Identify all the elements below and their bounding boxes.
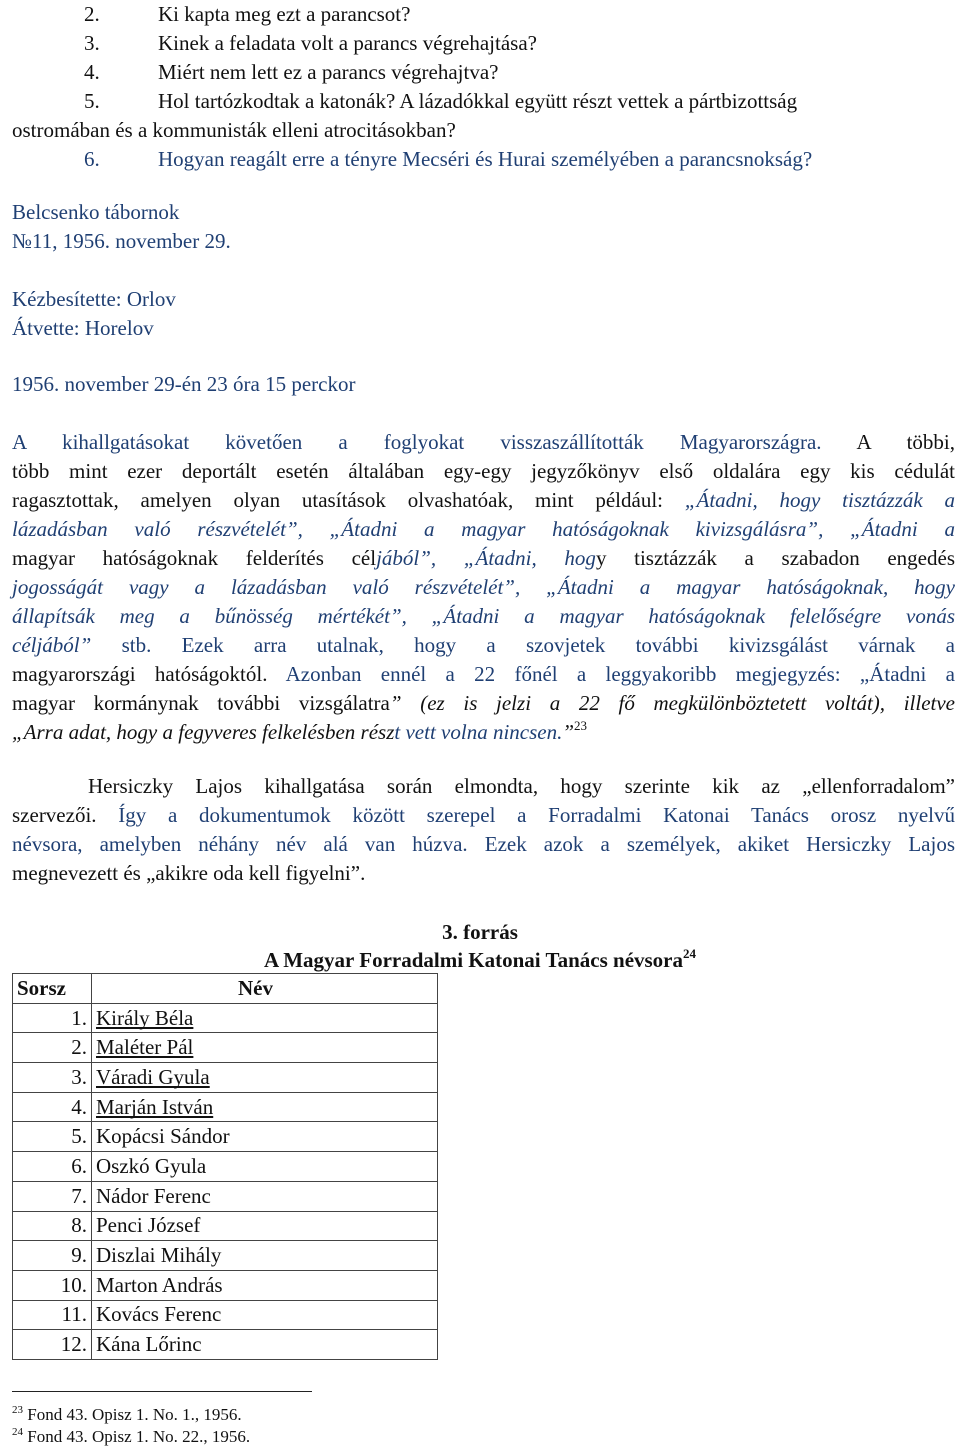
paragraph-2-line-4: megnevezett és „akikre oda kell figyelni”. bbox=[12, 861, 366, 885]
table-row bbox=[13, 1033, 438, 1063]
row-name bbox=[92, 1211, 438, 1241]
table-row bbox=[13, 1181, 438, 1211]
question-5-continuation: ostromában és a kommunisták elleni atrocitásokban? bbox=[12, 118, 456, 142]
row-name bbox=[92, 1330, 438, 1360]
paragraph-1-line-1: A kihallgatásokat követően a foglyokat visszaszállították Magyarországra. A többi, bbox=[12, 430, 956, 454]
footnote-ref-23[interactable]: 23 bbox=[574, 718, 588, 733]
member-name: Váradi Gyula bbox=[96, 1064, 210, 1089]
paragraph-1-line-5: magyar hatóságoknak felderítés céljából”, „Átadni, hogy tisztázzák a szabadon engedés bbox=[12, 546, 955, 570]
question-text: Miért nem lett ez a parancs végrehajtva? bbox=[158, 60, 499, 84]
row-number: 7. bbox=[13, 1181, 92, 1211]
paragraph-2-line-3: névsora, amelyben néhány név alá van húzva. Ezek azok a személyek, akiket Hersiczky Lajos bbox=[12, 832, 955, 856]
row-name bbox=[92, 1003, 438, 1033]
table-row bbox=[13, 1330, 438, 1360]
row-name bbox=[92, 1241, 438, 1271]
question-number: 6. bbox=[84, 147, 100, 171]
question-number: 3. bbox=[84, 31, 100, 55]
table-header-row bbox=[13, 974, 438, 1004]
question-number: 4. bbox=[84, 60, 100, 84]
table-row bbox=[13, 1092, 438, 1122]
footnote-23: $^{23}$ Fond 43. Opisz 1. No. 1., 1956. bbox=[12, 1404, 242, 1424]
question-2 bbox=[12, 0, 410, 29]
paragraph-1-line-10: magyar kormánynak további vizsgálatra” (ez is jelzi a 22 fő megkülönböztetett voltát), illetve bbox=[12, 691, 955, 715]
paragraph-2-line-1: Hersiczky Lajos kihallgatása során elmondta, hogy szerinte kik az „ellenforradalom” bbox=[88, 774, 955, 798]
row-name bbox=[92, 1181, 438, 1211]
timestamp: 1956. november 29-én 23 óra 15 perckor bbox=[12, 372, 356, 396]
row-number: 11. bbox=[13, 1300, 92, 1330]
member-name: Kopácsi Sándor bbox=[96, 1124, 230, 1149]
member-name: Marton András bbox=[96, 1272, 223, 1297]
row-number: 8. bbox=[13, 1211, 92, 1241]
question-text: Hogyan reagált erre a tényre Mecséri és Hurai személyében a parancsnokság? bbox=[158, 147, 813, 171]
row-name bbox=[92, 1033, 438, 1063]
source-label: 3. forrás bbox=[442, 920, 518, 944]
member-name: Oszkó Gyula bbox=[96, 1153, 207, 1178]
row-number: 5. bbox=[13, 1122, 92, 1152]
question-4 bbox=[12, 58, 499, 87]
row-number: 3. bbox=[13, 1063, 92, 1093]
row-name bbox=[92, 1152, 438, 1182]
row-name bbox=[92, 1270, 438, 1300]
table-row bbox=[13, 1003, 438, 1033]
paragraph-1-line-7: állapítsák meg a bűnösség mértékét”, „Átadni a magyar hatóságoknak felelőségre vonás bbox=[12, 604, 955, 628]
footnote-ref-24[interactable]: 24 bbox=[683, 946, 697, 961]
row-name bbox=[92, 1092, 438, 1122]
footnote-24: $^{24}$ Fond 43. Opisz 1. No. 22., 1956. bbox=[12, 1426, 251, 1446]
table-row bbox=[13, 1211, 438, 1241]
names-table bbox=[12, 973, 438, 1360]
member-name: Marján István bbox=[96, 1094, 214, 1119]
question-text: Ki kapta meg ezt a parancsot? bbox=[158, 2, 411, 26]
table-row bbox=[13, 1241, 438, 1271]
table-row bbox=[13, 1300, 438, 1330]
column-header-nev: Név bbox=[92, 974, 438, 1004]
member-name: Penci József bbox=[96, 1213, 201, 1238]
paragraph-1-line-4: lázadásban való részvételét”, „Átadni a magyar hatóságoknak kivizsgálásra”, „Átadni a bbox=[12, 517, 955, 541]
row-number: 6. bbox=[13, 1152, 92, 1182]
question-6 bbox=[12, 145, 812, 174]
member-name: Kovács Ferenc bbox=[96, 1302, 222, 1327]
received-by: Átvette: Horelov bbox=[12, 316, 154, 340]
table-body bbox=[13, 1003, 438, 1359]
row-number: 10. bbox=[13, 1270, 92, 1300]
question-text: Hol tartózkodtak a katonák? A lázadókkal együtt részt vettek a pártbizottság bbox=[158, 89, 798, 113]
question-text: Kinek a feladata volt a parancs végrehajtása? bbox=[158, 31, 537, 55]
row-number: 2. bbox=[13, 1033, 92, 1063]
signature-name: Belcsenko tábornok bbox=[12, 200, 180, 224]
column-header-sorsz: Sorsz bbox=[13, 974, 92, 1004]
row-name bbox=[92, 1300, 438, 1330]
member-name: Maléter Pál bbox=[96, 1035, 194, 1060]
source-title: A Magyar Forradalmi Katonai Tanács névsora$^{24}$ bbox=[263, 946, 697, 972]
member-name: Nádor Ferenc bbox=[96, 1183, 211, 1208]
member-name: Kána Lőrinc bbox=[96, 1332, 202, 1357]
paragraph-1-line-3: ragasztottak, amelyen olyan utasítások olvashatóak, mint például: „Átadni, hogy tisztázzák a bbox=[12, 488, 956, 512]
paragraph-1-line-11: „Arra adat, hogy a fegyveres felkelésben részt vett volna nincsen.”$^{23}$ bbox=[12, 718, 588, 744]
row-name bbox=[92, 1063, 438, 1093]
table-row bbox=[13, 1152, 438, 1182]
table-row bbox=[13, 1063, 438, 1093]
table-row bbox=[13, 1270, 438, 1300]
paragraph-2-line-2: szervezői. Így a dokumentumok között szerepel a Forradalmi Katonai Tanács orosz nyelvű bbox=[12, 803, 956, 827]
row-number: 9. bbox=[13, 1241, 92, 1271]
question-number: 5. bbox=[84, 89, 100, 113]
paragraph-1-line-9: magyarországi hatóságoktól. Azonban ennél a 22 főnél a leggyakoribb megjegyzés: „Átadni a bbox=[12, 662, 955, 686]
footnote-divider bbox=[12, 1391, 312, 1392]
delivered-by: Kézbesítette: Orlov bbox=[12, 287, 176, 311]
row-number: 1. bbox=[13, 1003, 92, 1033]
signature-number-date: №11, 1956. november 29. bbox=[12, 229, 231, 253]
paragraph-1-line-6: jogosságát vagy a lázadásban való részvételét”, „Átadni a magyar hatóságoknak, hogy bbox=[12, 575, 955, 599]
paragraph-1-line-8: céljából” stb. Ezek arra utalnak, hogy a szovjetek további kivizsgálást várnak a bbox=[12, 633, 955, 657]
table-row bbox=[13, 1122, 438, 1152]
row-number: 4. bbox=[13, 1092, 92, 1122]
question-5 bbox=[12, 87, 797, 116]
member-name: Diszlai Mihály bbox=[96, 1243, 222, 1268]
paragraph-1-line-2: több mint ezer deportált esetén általában egy-egy jegyzőkönyv első oldalára egy kis cédulát bbox=[12, 459, 955, 483]
member-name: Király Béla bbox=[96, 1005, 194, 1030]
question-number: 2. bbox=[84, 2, 100, 26]
row-number: 12. bbox=[13, 1330, 92, 1360]
row-name bbox=[92, 1122, 438, 1152]
question-3 bbox=[12, 29, 537, 58]
